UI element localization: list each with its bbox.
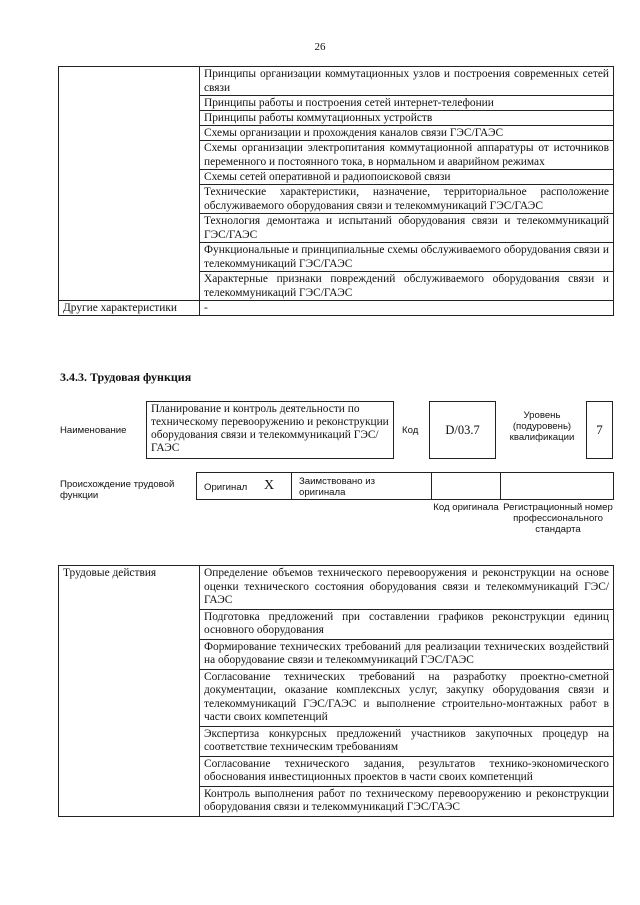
knowledge-item: Схемы организации и прохождения каналов связи ГЭС/ГАЭС <box>200 126 614 141</box>
section-heading: 3.4.3. Трудовая функция <box>60 370 192 384</box>
origin-code-cell <box>431 472 501 500</box>
labor-action-item: Экспертиза конкурсных предложений участников закупочных процедур на соответствие техническим требованиям <box>200 726 614 756</box>
labor-action-item: Подготовка предложений при составлении графиков реконструкции единиц основного оборудования <box>200 609 614 639</box>
knowledge-item: Функциональные и принципиальные схемы обслуживаемого оборудования связи и телекоммуникаций ГЭС/ГАЭС <box>200 243 614 272</box>
knowledge-item: Принципы организации коммутационных узлов и построения современных сетей связи <box>200 67 614 96</box>
qualification-level-box: 7 <box>586 401 613 459</box>
knowledge-item: Схемы сетей оперативной и радиопоисковой связи <box>200 170 614 185</box>
original-label: Оригинал <box>204 482 248 493</box>
table-row <box>59 301 614 316</box>
knowledge-item: Схемы организации электропитания коммутационной аппаратуры от источников переменного и постоянного тока, в нормальном и аварийном режимах <box>200 141 614 170</box>
code-label: Код <box>402 425 419 436</box>
page-number: 26 <box>314 41 326 53</box>
knowledge-item: Технология демонтажа и испытаний оборудования связи и телекоммуникаций ГЭС/ГАЭС <box>200 214 614 243</box>
labor-action-item: Формирование технических требований для реализации технических воздействий на оборудование связи и телекоммуникаций ГЭС/ГАЭС <box>200 639 614 669</box>
table-row <box>59 566 614 610</box>
reg-number-cell <box>500 472 614 500</box>
name-label: Наименование <box>60 425 127 436</box>
labor-actions-label: Трудовые действия <box>59 566 200 817</box>
original-mark: X <box>264 478 275 493</box>
labor-action-item: Контроль выполнения работ по техническому перевооружению и реконструкции оборудования связи и телекоммуникаций ГЭС/ГАЭС <box>200 786 614 816</box>
borrowed-cell <box>291 472 432 500</box>
knowledge-item: Принципы работы коммутационных устройств <box>200 111 614 126</box>
knowledge-item: Технические характеристики, назначение, территориальное расположение обслуживаемого оборудования связи и телекоммуникаций ГЭС/ГАЭС <box>200 185 614 214</box>
knowledge-item: Характерные признаки повреждений обслуживаемого оборудования связи и телекоммуникаций ГЭС/ГАЭС <box>200 272 614 301</box>
borrowed-label: Заимствовано из оригинала <box>299 476 375 498</box>
knowledge-table <box>58 66 614 316</box>
origin-code-caption: Код оригинала <box>433 502 499 513</box>
reg-number-caption: Регистрационный номер профессионального стандарта <box>503 502 613 535</box>
labor-action-item: Определение объемов технического перевооружения и реконструкции на основе оценки технического состояния оборудования связи и телекоммуникаций ГЭС/ГАЭС <box>200 566 614 610</box>
labor-action-item: Согласование технических требований на разработку проектно-сметной документации, оказание комплексных услуг, закупку оборудования связи и телекоммуникаций ГЭС/ГАЭС и выполнение строительно-монтажных работ в части своих компетенций <box>200 669 614 726</box>
labor-action-item: Согласование технического задания, результатов технико-экономического обоснования инвестиционных проектов в части своих компетенций <box>200 756 614 786</box>
origin-label: Происхождение трудовой функции <box>60 479 175 501</box>
original-cell <box>196 472 292 500</box>
other-characteristics-value: - <box>200 301 614 316</box>
function-code-box: D/03.7 <box>429 401 496 459</box>
labor-actions-table <box>58 565 614 817</box>
qualification-level-label: Уровень (подуровень) квалификации <box>509 410 575 443</box>
table-row <box>59 67 614 96</box>
knowledge-item: Принципы работы и построения сетей интернет-телефонии <box>200 96 614 111</box>
empty-label-cell <box>59 67 200 301</box>
other-characteristics-label: Другие характеристики <box>59 301 200 316</box>
function-name-box: Планирование и контроль деятельности по техническому перевооружению и реконструкции оборудования связи и телекоммуникаций ГЭС/ГАЭС <box>146 401 394 459</box>
